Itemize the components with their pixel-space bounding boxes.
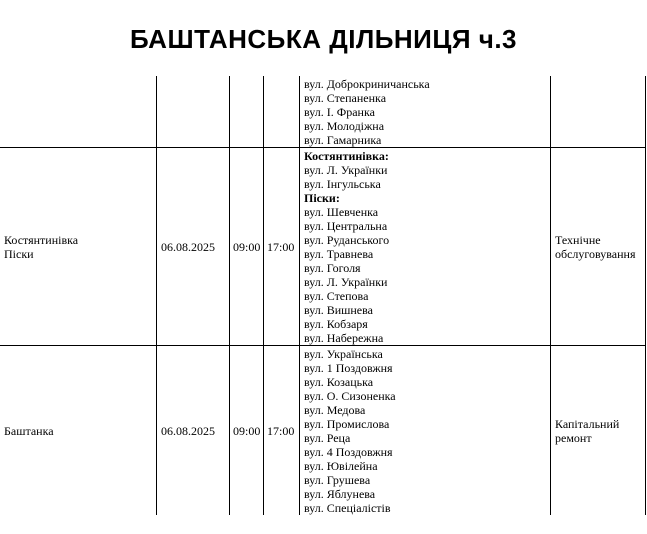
street-item: вул. Л. Українки — [304, 275, 388, 289]
streets-cell — [300, 76, 551, 148]
street-item: вул. Козацька — [304, 375, 374, 389]
street-item: вул. Степаненка — [304, 91, 387, 105]
locality-cell — [0, 148, 157, 346]
street-item: вул. Медова — [304, 403, 366, 417]
reason-cell — [551, 76, 646, 148]
street-item: вул. Ювілейна — [304, 459, 378, 473]
street-item: вул. Промислова — [304, 417, 390, 431]
reason-cell — [551, 148, 646, 346]
street-item: вул. Набережна — [304, 331, 384, 345]
street-item: вул. Травнева — [304, 247, 374, 261]
page-title: БАШТАНСЬКА ДІЛЬНИЦЯ ч.3 — [129, 24, 518, 54]
street-item: вул. Інгульська — [304, 177, 381, 191]
start-time-cell: 09:00 — [230, 346, 264, 516]
outage-schedule-table — [0, 76, 646, 515]
street-item: вул. Степова — [304, 289, 369, 303]
locality-cell — [0, 76, 157, 148]
locality-name: Костянтинівка — [4, 232, 79, 247]
end-time-cell: 17:00 — [264, 346, 300, 516]
reason-cell — [551, 346, 646, 516]
end-time-cell: 17:00 — [264, 148, 300, 346]
date-cell: 06.08.2025 — [157, 148, 230, 346]
street-item: вул. 4 Поздовжня — [304, 445, 393, 459]
date-cell: 06.08.2025 — [157, 346, 230, 516]
street-item: вул. Молодіжна — [304, 119, 385, 133]
streets-cell — [300, 148, 551, 346]
street-item: вул. Шевченка — [304, 205, 379, 219]
locality-name: Піски — [4, 246, 34, 261]
table-row — [0, 148, 646, 346]
end-time-cell — [264, 76, 300, 148]
start-time-cell: 09:00 — [230, 148, 264, 346]
street-item: вул. Спеціалістів — [304, 501, 391, 515]
reason-text: Капітальний — [555, 416, 620, 431]
reason-text: Технічне — [555, 232, 601, 247]
reason-text: ремонт — [555, 430, 592, 445]
street-item: вул. О. Сизоненка — [304, 389, 396, 403]
street-item: вул. Грушева — [304, 473, 371, 487]
streets-cell — [300, 346, 551, 516]
reason-text: обслуговування — [555, 246, 636, 261]
street-item: вул. Гамарника — [304, 133, 382, 147]
locality-heading: Костянтинівка: — [304, 149, 389, 163]
locality-heading: Піски: — [304, 191, 340, 205]
locality-cell — [0, 346, 157, 516]
street-item: вул. Доброкриничанська — [304, 77, 430, 91]
date-cell — [157, 76, 230, 148]
street-item: вул. Гоголя — [304, 261, 361, 275]
table-row — [0, 346, 646, 516]
schedule-body — [0, 76, 646, 515]
street-item: вул. Л. Українки — [304, 163, 388, 177]
street-item: вул. Українська — [304, 347, 383, 361]
start-time-cell — [230, 76, 264, 148]
street-item: вул. Руданського — [304, 233, 390, 247]
street-item: вул. Вишнева — [304, 303, 373, 317]
street-item: вул. Реца — [304, 431, 351, 445]
street-item: вул. І. Франка — [304, 105, 375, 119]
table-row — [0, 76, 646, 148]
locality-name: Баштанка — [4, 423, 54, 438]
street-item: вул. Центральна — [304, 219, 388, 233]
street-item: вул. Кобзаря — [304, 317, 368, 331]
street-item: вул. Яблунева — [304, 487, 376, 501]
street-item: вул. 1 Поздовжня — [304, 361, 393, 375]
